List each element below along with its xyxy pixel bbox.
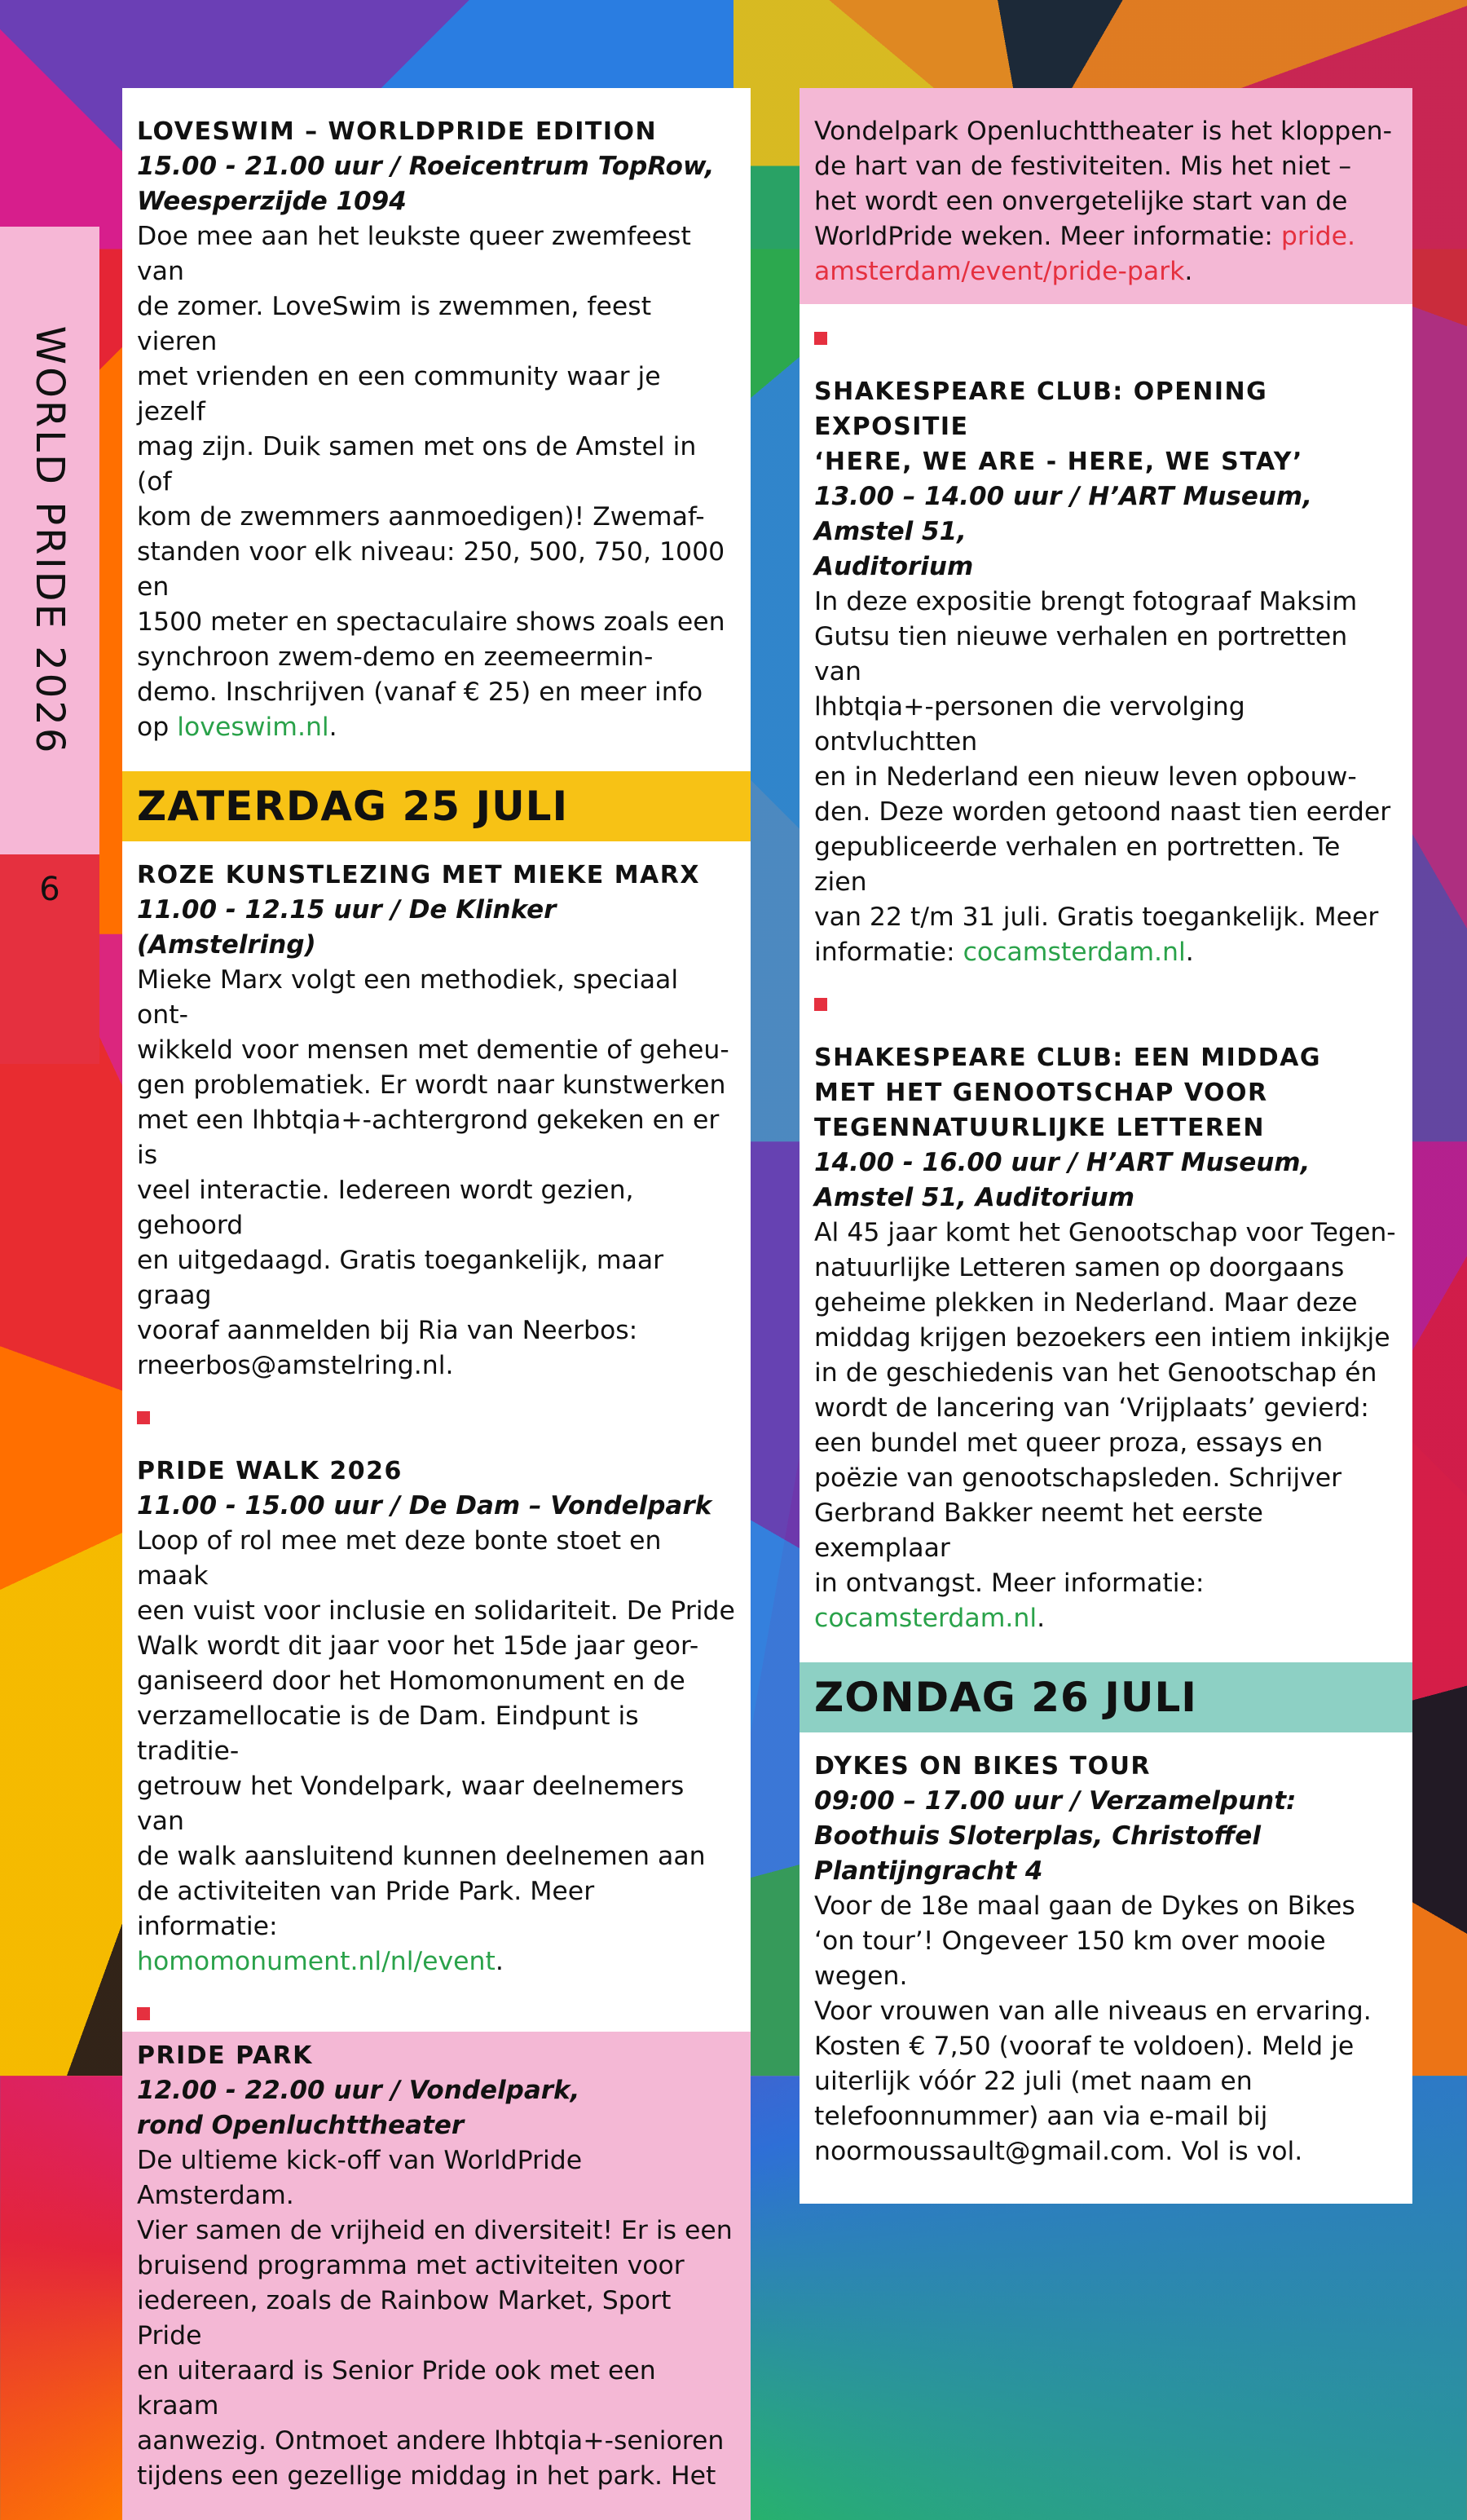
event-meta-line: Plantijngracht 4 [814,1856,1043,1886]
event-title: LOVESWIM – WORLDPRIDE EDITION [137,117,658,146]
desc-line: standen voor elk niveau: 250, 500, 750, 1000 en [137,537,725,602]
desc-line: van 22 t/m 31 juli. Gratis toegankelijk. Meer [814,903,1379,932]
desc-line: Voor vrouwen van alle niveaus en ervaring. [814,1997,1372,2026]
desc-line: in de geschiedenis van het Genootschap én [814,1358,1377,1388]
desc-line: verzamellocatie is de Dam. Eindpunt is traditie- [137,1701,639,1766]
desc-line: een bundel met queer proza, essays en [814,1428,1324,1458]
pride-park-link[interactable]: pride. [1280,222,1355,251]
page-number: 6 [39,871,60,908]
event-description [814,585,1398,970]
desc-line: demo. Inschrijven (vanaf € 25) en meer info [137,677,703,707]
section-separator-square [800,304,1412,374]
event-description [814,1216,1398,1636]
event-meta-line: 15.00 - 21.00 uur / Roeicentrum TopRow, [137,152,715,181]
desc-line: de hart van de festiviteiten. Mis het niet – [814,152,1352,181]
event-description [137,219,736,745]
desc-line: wikkeld voor mensen met dementie of geheu- [137,1035,729,1065]
desc-line: en in Nederland een nieuw leven opbouw- [814,762,1357,792]
desc-line: Kosten € 7,50 (vooraf te voldoen). Meld je [814,2032,1355,2061]
desc-line: veel interactie. Iedereen wordt gezien, gehoord [137,1176,634,1240]
event-meta-line: Amstel 51, Auditorium [814,1183,1134,1212]
desc-line: natuurlijke Letteren samen op doorgaans [814,1253,1345,1282]
link-prefix: informatie: [814,938,963,967]
event-title: PRIDE PARK [137,2041,313,2070]
event-meta-line: 14.00 - 16.00 uur / H’ART Museum, [814,1148,1311,1177]
desc-line: kom de zwemmers aanmoedigen)! Zwemaf- [137,502,705,532]
event-title: ROZE KUNSTLEZING MET MIEKE MARX [137,861,701,889]
event-meta [814,1784,1398,1889]
desc-line: noormoussault@gmail.com. Vol is vol. [814,2137,1303,2166]
cocamsterdam-link[interactable]: cocamsterdam.nl [814,1604,1037,1633]
desc-line: met vrienden en een community waar je jezelf [137,362,661,426]
desc-line: Loop of rol mee met deze bonte stoet en maak [137,1526,662,1591]
desc-line [814,1601,1398,1636]
desc-line: middag krijgen bezoekers een intiem inkijkje [814,1323,1390,1353]
event-meta-line: 09:00 – 17.00 uur / Verzamelpunt: [814,1786,1297,1816]
side-tab [0,227,99,1064]
desc-line: gen problematiek. Er wordt naar kunstwerken [137,1070,726,1100]
link-suffix: . [328,713,337,742]
event-shakespeare-expositie [800,374,1412,970]
desc-line: Gerbrand Bakker neemt het eerste exemplaar [814,1498,1263,1563]
desc-line: geheime plekken in Nederland. Maar deze [814,1288,1358,1317]
section-separator-square [800,970,1412,1040]
desc-line [814,219,1398,254]
event-title [814,374,1398,479]
homomonument-link[interactable]: homomonument.nl/nl/event [137,1947,496,1976]
link-prefix: op [137,713,178,742]
desc-line: In deze expositie brengt fotograaf Maksim [814,587,1358,616]
section-separator-square [122,1979,751,2032]
link-suffix: . [1185,938,1194,967]
title-line: SHAKESPEARE CLUB: EEN MIDDAG [814,1044,1321,1072]
desc-line: tijdens een gezellige middag in het park. Het [137,2461,716,2491]
event-kunstlezing [122,841,751,1384]
title-line: TEGENNATUURLIJKE LETTEREN [814,1114,1266,1142]
right-column [800,88,1412,2204]
desc-line: ganiseerd door het Homomonument en de [137,1666,685,1696]
desc-line: synchroon zwem-demo en zeemeermin- [137,642,654,672]
desc-line: Al 45 jaar komt het Genootschap voor Tegen- [814,1218,1396,1247]
event-meta-line: Weesperzijde 1094 [137,187,407,216]
desc-text: WorldPride weken. Meer informatie: [814,222,1281,251]
event-title: PRIDE WALK 2026 [137,1457,403,1485]
desc-line [137,1944,736,1979]
desc-line: Gutsu tien nieuwe verhalen en portretten van [814,622,1348,686]
event-description [814,114,1398,289]
event-meta [814,1145,1398,1216]
title-line: MET HET GENOOTSCHAP VOOR [814,1079,1268,1107]
desc-line: Vier samen de vrijheid en diversiteit! Er is een [137,2216,733,2245]
event-shakespeare-genootschap [800,1040,1412,1662]
event-description [814,1889,1398,2169]
event-meta [814,479,1398,585]
title-line: SHAKESPEARE CLUB: OPENING EXPOSITIE [814,377,1268,441]
event-meta: 11.00 - 12.15 uur / De Klinker (Amstelring) [137,895,557,960]
desc-line: de walk aansluitend kunnen deelnemen aan [137,1842,706,1871]
link-suffix: . [495,1947,504,1976]
link-suffix: . [1037,1604,1046,1633]
side-title: WORLD PRIDE 2026 [27,325,73,756]
desc-line: het wordt een onvergetelijke start van de [814,187,1348,216]
event-meta-line: Auditorium [814,552,974,581]
event-meta-line: 13.00 – 14.00 uur / H’ART Museum, Amstel 51, [814,482,1312,546]
desc-line: ‘on tour’! Ongeveer 150 km over mooie wegen. [814,1926,1326,1991]
desc-line [814,935,1398,970]
desc-line: Mieke Marx volgt een methodiek, speciaal ont- [137,965,679,1030]
section-separator-square [122,1384,751,1454]
desc-line: 1500 meter en spectaculaire shows zoals een [137,607,725,637]
desc-line: iedereen, zoals de Rainbow Market, Sport Pride [137,2286,672,2350]
event-meta [137,2073,736,2143]
desc-line [814,254,1398,289]
desc-line: De ultieme kick-off van WorldPride Amsterdam. [137,2146,583,2210]
event-meta [137,149,736,219]
cocamsterdam-link[interactable]: cocamsterdam.nl [963,938,1186,967]
desc-line: Voor de 18e maal gaan de Dykes on Bikes [814,1891,1355,1921]
desc-line: de zomer. LoveSwim is zwemmen, feest vieren [137,292,652,356]
desc-line: de activiteiten van Pride Park. Meer informatie: [137,1877,595,1941]
desc-line: Vondelpark Openluchttheater is het kloppen- [814,117,1392,146]
desc-line: vooraf aanmelden bij Ria van Neerbos: [137,1316,638,1345]
desc-line: in ontvangst. Meer informatie: [814,1569,1205,1598]
desc-line: gepubliceerde verhalen en portretten. Te zien [814,832,1341,897]
desc-line: wordt de lancering van ‘Vrijplaats’ gevierd: [814,1393,1369,1423]
link-suffix: . [1184,257,1193,286]
event-title [814,1040,1398,1145]
left-column [122,88,751,2520]
event-dykes-on-bikes [800,1732,1412,2204]
desc-line: getrouw het Vondelpark, waar deelnemers van [137,1772,685,1836]
title-line: ‘HERE, WE ARE - HERE, WE STAY’ [814,448,1303,476]
event-meta-line: 12.00 - 22.00 uur / Vondelpark, [137,2076,580,2105]
desc-line: den. Deze worden getoond naast tien eerder [814,797,1391,827]
day-header-saturday: ZATERDAG 25 JULI [122,771,751,841]
desc-line: Walk wordt dit jaar voor het 15de jaar geor- [137,1631,699,1661]
desc-line: aanwezig. Ontmoet andere lhbtqia+-senioren [137,2426,725,2456]
event-description [137,2143,736,2494]
day-header-sunday: ZONDAG 26 JULI [800,1662,1412,1732]
desc-line: bruisend programma met activiteiten voor [137,2251,685,2280]
desc-line [137,710,736,745]
desc-line: Doe mee aan het leukste queer zwemfeest van [137,222,691,286]
desc-line: lhbtqia+-personen die vervolging ontvluchtten [814,692,1245,757]
event-pridepark-continued [800,88,1412,304]
desc-line: een vuist voor inclusie en solidariteit. De Pride [137,1596,735,1626]
event-meta: 11.00 - 15.00 uur / De Dam – Vondelpark [137,1491,712,1520]
loveswim-link[interactable]: loveswim.nl [177,713,329,742]
desc-line: mag zijn. Duik samen met ons de Amstel in (of [137,432,697,496]
event-meta-line: rond Openluchttheater [137,2111,465,2140]
event-loveswim [122,88,751,771]
desc-line: poëzie van genootschapsleden. Schrijver [814,1463,1342,1493]
desc-line: met een lhbtqia+-achtergrond gekeken en er is [137,1106,720,1170]
desc-line: uiterlijk vóór 22 juli (met naam en [814,2067,1253,2096]
desc-line: en uitgedaagd. Gratis toegankelijk, maar graag [137,1246,664,1310]
desc-line: telefoonnummer) aan via e-mail bij [814,2102,1268,2131]
event-title: DYKES ON BIKES TOUR [814,1752,1152,1781]
pride-park-link[interactable]: amsterdam/event/pride-park [814,257,1185,286]
event-description [137,963,736,1384]
event-pridepark [122,2032,751,2520]
event-pridewalk [122,1454,751,1979]
event-meta-line: Boothuis Sloterplas, Christoffel [814,1821,1261,1851]
event-description [137,1524,736,1979]
desc-line: en uiteraard is Senior Pride ook met een kraam [137,2356,656,2421]
desc-line: rneerbos@amstelring.nl. [137,1351,454,1380]
